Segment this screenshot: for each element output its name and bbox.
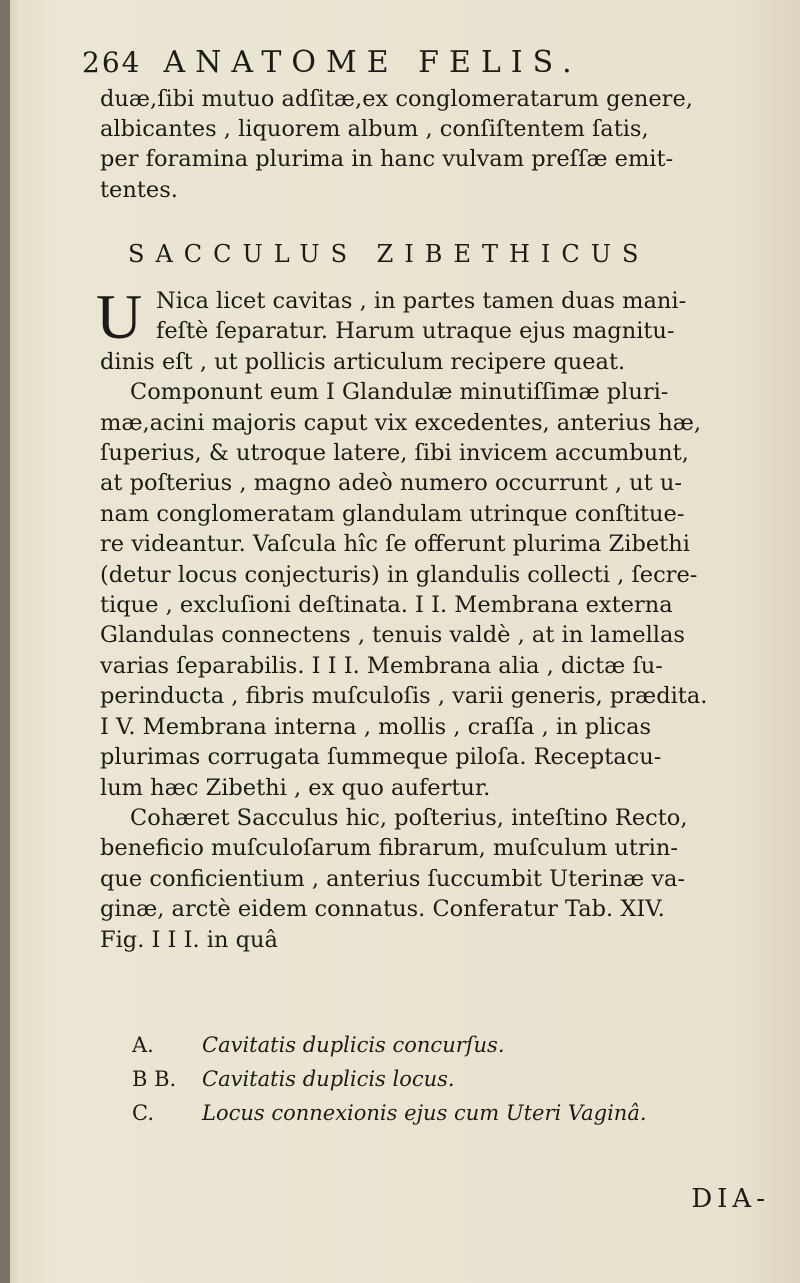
text-line: mæ,acini majoris caput vix excedentes, anterius hæ, <box>100 409 701 436</box>
intro-paragraph <box>100 84 768 205</box>
text-line: varias ſeparabilis. I I I. Membrana alia , dictæ ſu- <box>100 652 663 679</box>
text-line: tentes. <box>100 176 178 203</box>
text-line: que conficientium , anterius ſuccumbit Uterinæ va- <box>100 865 685 892</box>
legend-key: C. <box>132 1101 154 1125</box>
text-line: (detur locus conjecturis) in glandulis collecti , ſecre- <box>100 561 698 588</box>
text-line: tique , excluſioni deſtinata. I I. Membrana externa <box>100 592 673 619</box>
text-line: Fig. I I I. in quâ <box>100 926 278 953</box>
text-line: at poſterius , magno adeò numero occurrunt , ut u- <box>100 470 682 497</box>
text-line: per foramina plurima in hanc vulvam preſſæ emit- <box>100 146 674 173</box>
running-title: ANATOME FELIS. <box>163 45 582 80</box>
text-line: plurimas corrugata ſummeque piloſa. Receptacu- <box>100 744 662 771</box>
text-line: Componunt eum I Glandulæ minutiſſimæ pluri- <box>130 379 669 406</box>
legend-key: B B. <box>132 1067 177 1091</box>
text-line: beneficio muſculoſarum fibrarum, muſculum utrin- <box>100 835 678 862</box>
figure-legend <box>132 1028 772 1130</box>
text-line: dinis eſt , ut pollicis articulum recipere queat. <box>100 348 626 375</box>
text-line: albicantes , liquorem album , conſiſtentem ſatis, <box>100 116 649 143</box>
text-line: perinducta , fibris muſculoſis , varii generis, prædita. <box>100 683 708 710</box>
legend-key: A. <box>132 1033 154 1057</box>
legend-row <box>132 1028 772 1062</box>
legend-text: Locus connexionis ejus cum Uteri Vaginâ. <box>202 1101 647 1125</box>
text-line: re videantur. Vaſcula hîc ſe offerunt plurima Zibethi <box>100 531 690 558</box>
text-line: Glandulas connectens , tenuis valdè , at in lamellas <box>100 622 685 649</box>
text-line: Cohæret Sacculus hic, poſterius, inteſtino Recto, <box>130 804 688 831</box>
text-line: nam conglomeratam glandulam utrinque conſtitue- <box>100 500 685 527</box>
catchword: DIA- <box>691 1184 770 1214</box>
text-line: ginæ, arctè eidem connatus. Conferatur Tab. XIV. <box>100 896 665 923</box>
legend-text: Cavitatis duplicis locus. <box>202 1067 455 1091</box>
text-line: Nica licet cavitas , in partes tamen duas mani- <box>156 288 687 314</box>
text-line: duæ,ſibi mutuo adſitæ,ex conglomeratarum genere, <box>100 86 693 112</box>
legend-row <box>132 1096 772 1130</box>
page-number: 264 <box>82 46 142 79</box>
legend-text: Cavitatis duplicis concurſus. <box>202 1033 505 1057</box>
section-body <box>100 286 768 955</box>
text-line: ſuperius, & utroque latere, ſibi invicem accumbunt, <box>100 440 689 467</box>
text-line: I V. Membrana interna , mollis , craſſa , in plicas <box>100 713 652 740</box>
page-gutter <box>0 0 10 1283</box>
running-head <box>82 38 772 88</box>
section-heading: SACCULUS ZIBETHICUS <box>128 240 650 268</box>
legend-row <box>132 1062 772 1096</box>
text-line: feſtè ſeparatur. Harum utraque ejus magnitu- <box>156 318 675 345</box>
drop-cap: U <box>96 281 143 352</box>
text-line: lum hæc Zibethi , ex quo aufertur. <box>100 774 491 801</box>
